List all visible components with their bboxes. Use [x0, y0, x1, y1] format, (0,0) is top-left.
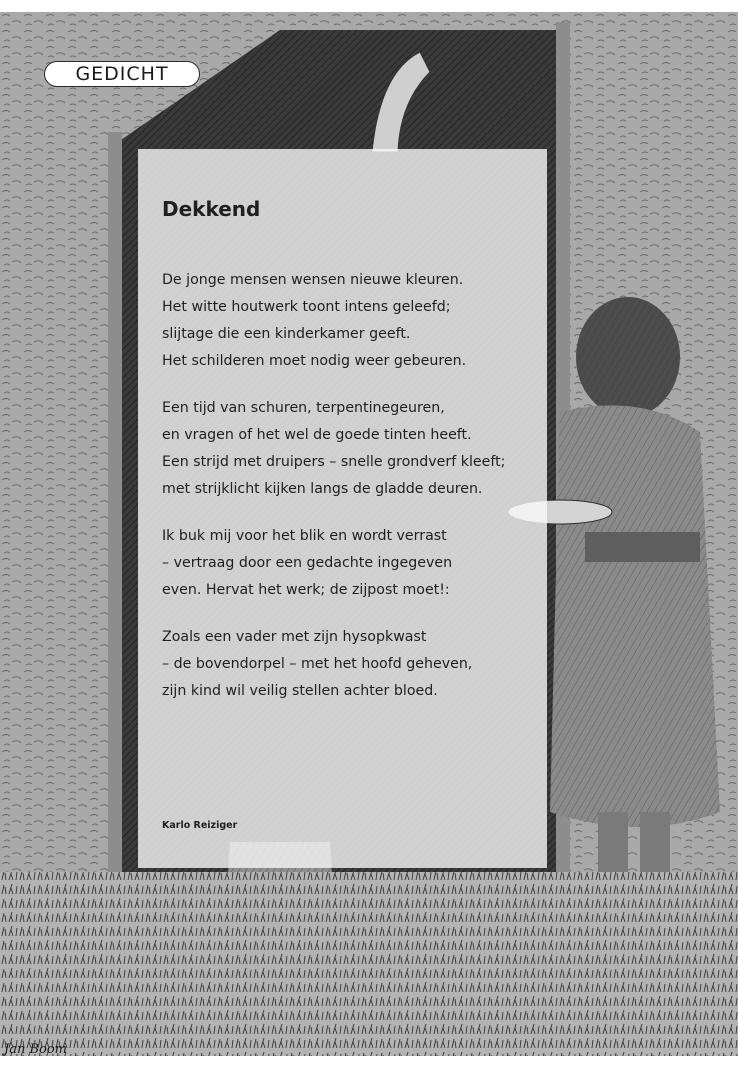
poem-line: slijtage die een kinderkamer geeft.	[162, 326, 411, 342]
poem-line: zijn kind wil veilig stellen achter bloed.	[162, 683, 438, 699]
section-tag-label: GEDICHT	[75, 63, 169, 85]
poem-line: Het schilderen moet nodig weer gebeuren.	[162, 353, 467, 369]
artist-signature	[2, 1039, 92, 1056]
poem-line: en vragen of het wel de goede tinten heeft.	[162, 427, 472, 443]
section-tag	[44, 61, 200, 87]
poem-line: – vertraag door een gedachte ingegeven	[162, 555, 453, 571]
poem-line: – de bovendorpel – met het hoofd geheven,	[162, 656, 473, 672]
stanza-1	[162, 267, 542, 375]
poem-author: Karlo Reiziger	[162, 820, 238, 831]
poem-title: Dekkend	[162, 197, 261, 221]
poem-body	[162, 267, 542, 725]
stanza-4	[162, 624, 542, 705]
page	[0, 12, 738, 1056]
poem-line: De jonge mensen wensen nieuwe kleuren.	[162, 272, 464, 288]
poem-line: Een tijd van schuren, terpentinegeuren,	[162, 400, 445, 416]
poem-line: met strijklicht kijken langs de gladde deuren.	[162, 481, 483, 497]
poem-line: Zoals een vader met zijn hysopkwast	[162, 629, 427, 645]
poem-panel	[138, 149, 547, 868]
poem-line: Het witte houtwerk toont intens geleefd;	[162, 299, 451, 315]
stanza-2	[162, 395, 542, 503]
poem-line: even. Hervat het werk; de zijpost moet!:	[162, 582, 450, 598]
poem-line: Ik buk mij voor het blik en wordt verrast	[162, 528, 447, 544]
stanza-3	[162, 523, 542, 604]
poem-line: Een strijd met druipers – snelle grondverf kleeft;	[162, 454, 506, 470]
artist-signature-text: Jan Boom	[4, 1042, 68, 1057]
